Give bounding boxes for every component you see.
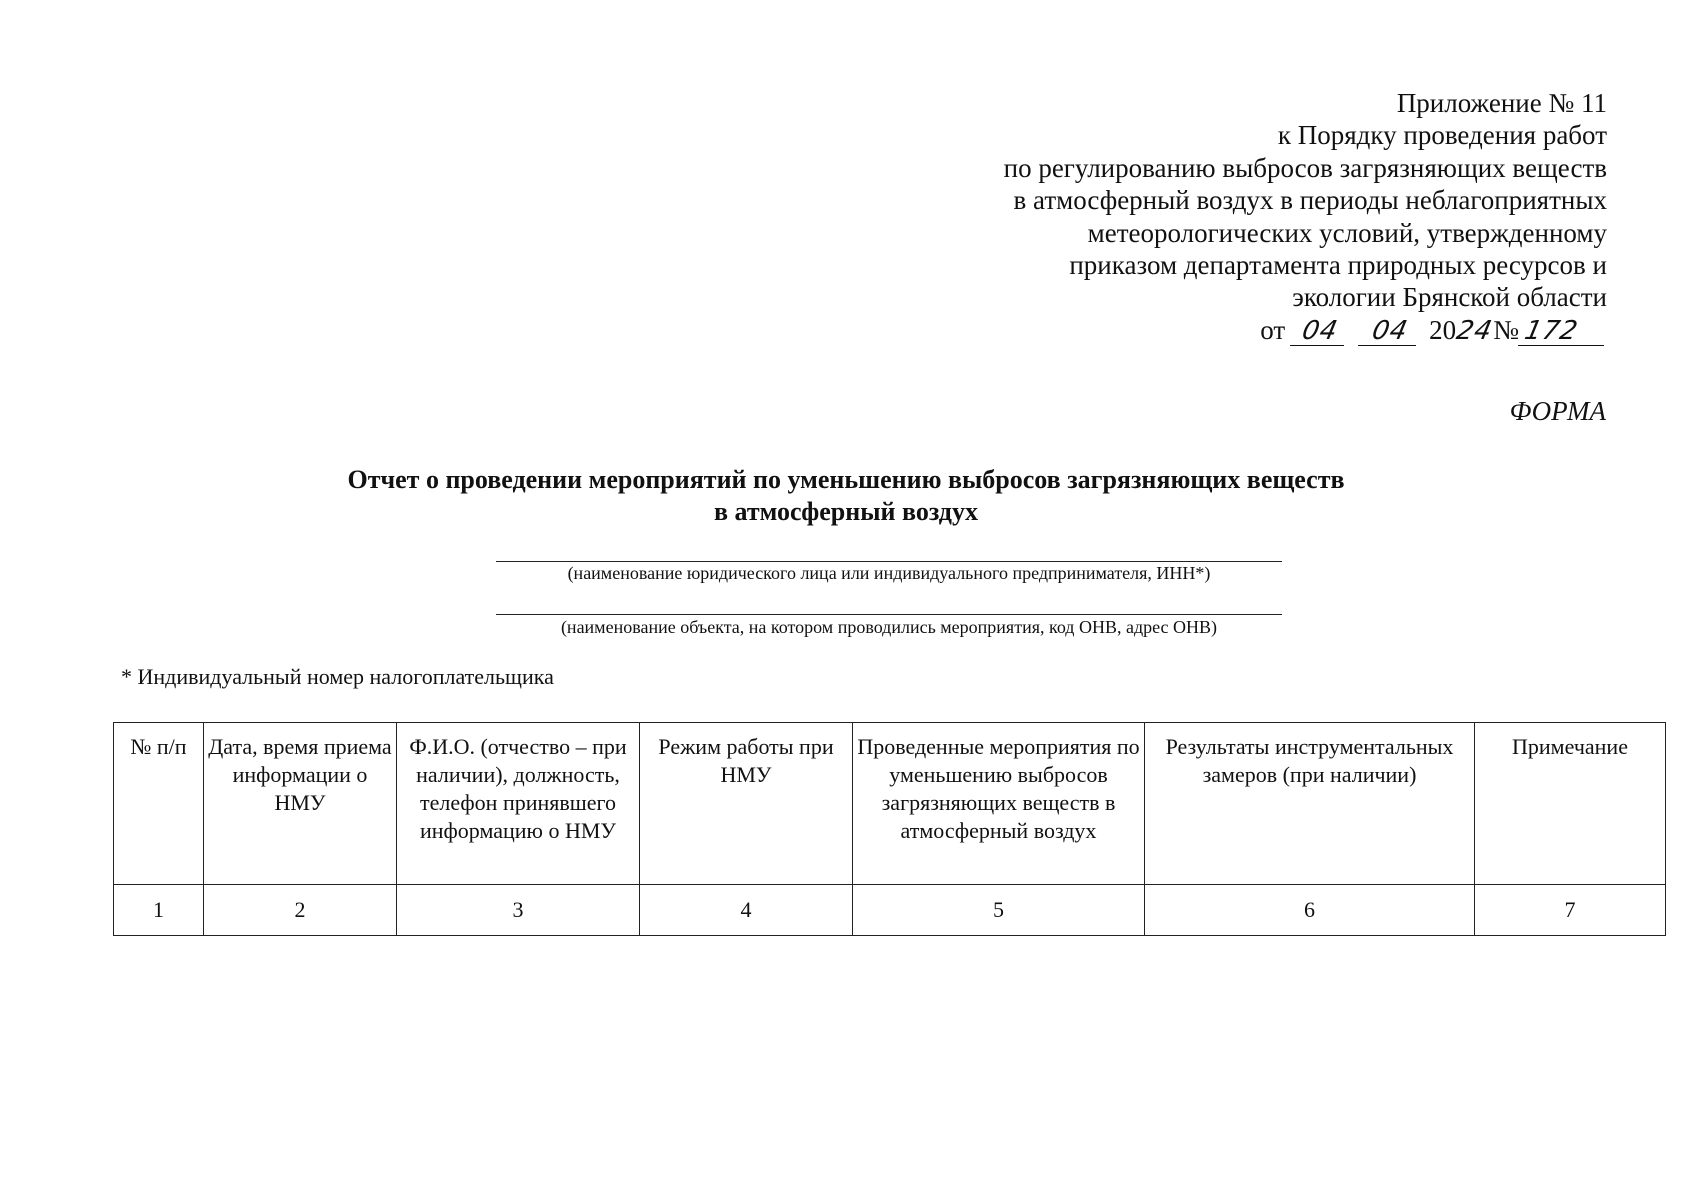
column-header-recipient: Ф.И.О. (отчество – при наличии), должность, телефон принявшего информацию о НМУ xyxy=(397,723,640,885)
appendix-header xyxy=(1004,87,1607,346)
date-prefix: от xyxy=(1260,314,1286,345)
column-header-date: Дата, время приема информации о НМУ xyxy=(204,723,397,885)
appendix-line: к Порядку проведения работ xyxy=(1277,120,1607,151)
appendix-line: в атмосферный воздух в периоды неблагоприятных xyxy=(1013,185,1607,216)
column-header-measures: Проведенные мероприятия по уменьшению выбросов загрязняющих веществ в атмосферный воздух xyxy=(853,723,1145,885)
column-header-note: Примечание xyxy=(1475,723,1666,885)
report-table xyxy=(113,722,1666,936)
column-number-cell: 2 xyxy=(204,885,397,936)
handwritten-month: 04 xyxy=(1358,317,1422,346)
form-label: ФОРМА xyxy=(1509,396,1606,426)
appendix-line: экологии Брянской области xyxy=(1292,282,1607,313)
column-number-cell: 6 xyxy=(1145,885,1475,936)
report-title-line-2: в атмосферный воздух xyxy=(714,497,978,526)
appendix-line: приказом департамента природных ресурсов и xyxy=(1069,250,1607,281)
table-row xyxy=(114,885,1666,936)
column-number-cell: 5 xyxy=(853,885,1145,936)
column-header-results: Результаты инструментальных замеров (при наличии) xyxy=(1145,723,1475,885)
object-fill-line xyxy=(496,614,1282,615)
column-number-cell: 4 xyxy=(640,885,853,936)
report-title-line-1: Отчет о проведении мероприятий по уменьшению выбросов загрязняющих веществ xyxy=(347,465,1345,494)
column-number-cell: 1 xyxy=(114,885,204,936)
report-title xyxy=(0,464,1692,528)
handwritten-year: 24 xyxy=(1453,315,1496,346)
year-prefix: 20 xyxy=(1429,314,1457,345)
column-number-cell: 3 xyxy=(397,885,640,936)
handwritten-order-number: 172 xyxy=(1518,317,1610,346)
footnote: * Индивидуальный номер налогоплательщика xyxy=(121,664,554,689)
column-header-mode: Режим работы при НМУ xyxy=(640,723,853,885)
appendix-number: Приложение № 11 xyxy=(1396,88,1607,118)
number-sign: № xyxy=(1493,314,1519,345)
order-date-line xyxy=(1004,314,1607,346)
column-number-cell: 7 xyxy=(1475,885,1666,936)
handwritten-day: 04 xyxy=(1290,317,1350,346)
entity-fill-line xyxy=(496,561,1282,562)
table-header-row xyxy=(114,723,1666,885)
appendix-line: метеорологических условий, утвержденному xyxy=(1087,217,1607,248)
entity-caption: (наименование юридического лица или индивидуального предпринимателя, ИНН*) xyxy=(567,563,1211,583)
object-caption: (наименование объекта, на котором проводились мероприятия, код ОНВ, адрес ОНВ) xyxy=(560,617,1218,637)
appendix-line: по регулированию выбросов загрязняющих веществ xyxy=(1003,152,1607,183)
column-header-number: № п/п xyxy=(114,723,204,885)
